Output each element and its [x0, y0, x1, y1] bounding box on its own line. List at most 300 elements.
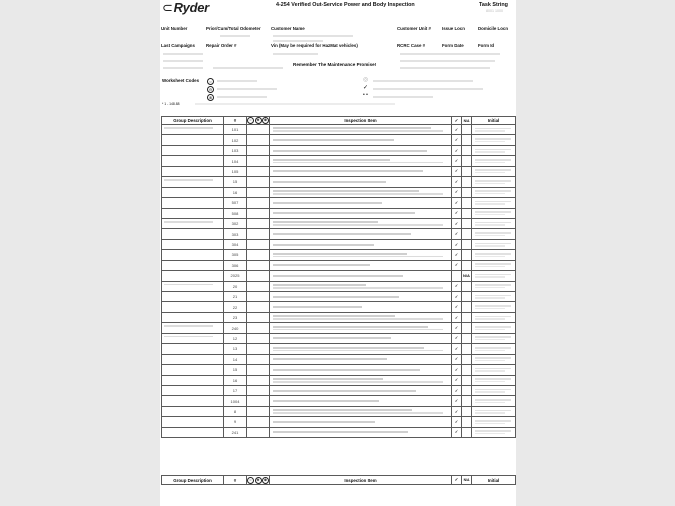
initial-text-line2 [475, 412, 505, 413]
initial-cell[interactable] [472, 323, 516, 333]
na-cell[interactable]: N/A [462, 271, 472, 281]
last-campaigns-label: Last Campaigns [161, 43, 195, 48]
initial-text [475, 399, 511, 401]
initial-cell[interactable] [472, 333, 516, 343]
group-description-text [164, 336, 213, 338]
form-id-value [400, 67, 490, 69]
check-cell[interactable]: ✓ [452, 135, 462, 145]
check-cell[interactable]: ✓ [452, 239, 462, 249]
item-number: 17 [224, 385, 247, 395]
group-cell [162, 312, 224, 322]
initial-cell[interactable] [472, 406, 516, 416]
na-cell[interactable] [462, 302, 472, 312]
table-row [162, 281, 516, 291]
x-circle-icon: ⊗ [263, 118, 267, 122]
inspection-item-text-line2 [273, 318, 443, 320]
group-cell [162, 271, 224, 281]
na-cell[interactable] [462, 333, 472, 343]
initial-text-line2 [475, 381, 505, 382]
initial-cell[interactable] [472, 281, 516, 291]
group-cell [162, 281, 224, 291]
initial-text-line2 [475, 224, 505, 225]
customer-name-value [273, 35, 353, 37]
inspection-item-text-line2 [273, 256, 443, 258]
na-cell[interactable] [462, 354, 472, 364]
inspection-item [270, 417, 452, 427]
na-cell[interactable] [462, 344, 472, 354]
group-cell [162, 177, 224, 187]
codes-cell [247, 177, 270, 187]
initial-text [475, 326, 511, 328]
initial-cell[interactable] [472, 344, 516, 354]
group-cell [162, 187, 224, 197]
initial-text [475, 305, 511, 307]
group-cell [162, 302, 224, 312]
check-cell[interactable]: ✓ [452, 406, 462, 416]
table-row [162, 385, 516, 395]
issue-locn-label: Issue Locn [442, 26, 465, 31]
group-cell [162, 385, 224, 395]
initial-cell[interactable] [472, 312, 516, 322]
table-row [162, 292, 516, 302]
na-cell[interactable] [462, 156, 472, 166]
mark-dots-icon: • • [363, 92, 368, 98]
minus-circle-code-icon: ⊖ [208, 87, 213, 92]
inspection-item-text [273, 221, 378, 223]
table-row [162, 344, 516, 354]
check-cell[interactable]: ✓ [452, 385, 462, 395]
vin-value [273, 53, 318, 55]
inspection-item-text-line2 [273, 193, 443, 195]
codes-cell [247, 375, 270, 385]
group-cell [162, 323, 224, 333]
codes-cell [247, 312, 270, 322]
codes-cell [247, 271, 270, 281]
group-cell [162, 125, 224, 135]
initial-cell[interactable] [472, 145, 516, 155]
initial-text-line2 [475, 203, 505, 204]
customer-name-value-line2 [273, 40, 323, 42]
check-cell[interactable]: ✓ [452, 156, 462, 166]
group-cell [162, 365, 224, 375]
initial-cell[interactable] [472, 166, 516, 176]
check-cell[interactable]: ✓ [452, 417, 462, 427]
footer-group-header: Group Description [162, 476, 224, 485]
na-cell[interactable] [462, 312, 472, 322]
initial-text [475, 347, 511, 349]
na-cell[interactable] [462, 260, 472, 270]
na-cell[interactable] [462, 218, 472, 228]
inspection-item-text-line2 [273, 224, 443, 226]
table-row [162, 135, 516, 145]
initial-cell[interactable] [472, 271, 516, 281]
mark-desc-1 [373, 80, 473, 82]
inspection-item [270, 271, 452, 281]
na-cell[interactable] [462, 177, 472, 187]
group-cell [162, 239, 224, 249]
na-cell[interactable] [462, 427, 472, 437]
item-number: 102 [224, 135, 247, 145]
initial-cell[interactable] [472, 354, 516, 364]
codes-cell [247, 239, 270, 249]
initial-cell[interactable] [472, 417, 516, 427]
footer-item-header: Inspection Item [270, 476, 452, 485]
customer-unit-label: Customer Unit # [397, 26, 431, 31]
inspection-item [270, 396, 452, 406]
check-cell[interactable]: ✓ [452, 312, 462, 322]
table-row [162, 208, 516, 218]
check-cell[interactable]: ✓ [452, 302, 462, 312]
na-header: N/A [462, 117, 472, 125]
initial-text [475, 128, 511, 130]
check-cell[interactable] [452, 271, 462, 281]
item-number: 15 [224, 365, 247, 375]
inspection-item [270, 187, 452, 197]
table-row [162, 427, 516, 437]
check-cell[interactable]: ✓ [452, 260, 462, 270]
form-note: * 1 - 148.88 [162, 102, 180, 106]
codes-header [247, 117, 270, 125]
inspection-item-text [273, 326, 428, 328]
group-cell [162, 145, 224, 155]
inspection-item-text [273, 378, 383, 380]
mark-desc-3 [373, 96, 433, 98]
initial-cell[interactable] [472, 365, 516, 375]
note-line [195, 103, 395, 105]
inspection-item-text [273, 170, 423, 172]
na-cell[interactable] [462, 417, 472, 427]
group-description-header: Group Description [162, 117, 224, 125]
group-cell [162, 198, 224, 208]
table-row [162, 250, 516, 260]
rcrc-value [400, 53, 500, 55]
footer-na-header: N/A [462, 476, 472, 485]
initial-text [475, 284, 511, 286]
footer-codes-header [247, 476, 270, 485]
mark-circle-icon: ◎ [363, 77, 369, 83]
item-number: 103 [224, 145, 247, 155]
initial-text [475, 295, 511, 297]
na-cell[interactable] [462, 385, 472, 395]
inspection-item-text [273, 296, 399, 298]
initial-text-line2 [475, 350, 505, 351]
inspection-item [270, 344, 452, 354]
na-cell[interactable] [462, 406, 472, 416]
inspection-item [270, 323, 452, 333]
inspection-item [270, 302, 452, 312]
rcrc-case-label: RCRC Case # [397, 43, 426, 48]
initial-text-line2 [475, 287, 505, 288]
initial-text [475, 389, 511, 391]
initial-cell[interactable] [472, 218, 516, 228]
check-cell[interactable]: ✓ [452, 125, 462, 135]
codes-cell [247, 365, 270, 375]
item-number: 2025 [224, 271, 247, 281]
na-cell[interactable] [462, 365, 472, 375]
item-number: 21 [224, 292, 247, 302]
initial-text-line2 [475, 318, 505, 319]
na-cell[interactable] [462, 135, 472, 145]
na-cell[interactable] [462, 125, 472, 135]
initial-cell[interactable] [472, 125, 516, 135]
unit-number-label: Unit Number [161, 26, 188, 31]
footer-check-header: ✓ [452, 476, 462, 485]
check-cell[interactable]: ✓ [452, 145, 462, 155]
check-cell[interactable]: ✓ [452, 281, 462, 291]
check-cell[interactable]: ✓ [452, 365, 462, 375]
inspection-table [161, 116, 516, 438]
na-cell[interactable] [462, 323, 472, 333]
initial-cell[interactable] [472, 385, 516, 395]
item-number: 1004 [224, 396, 247, 406]
inspection-item-text [273, 264, 370, 266]
initial-text [475, 430, 511, 432]
group-cell [162, 427, 224, 437]
item-number: 241 [224, 427, 247, 437]
minus-circle-icon: ⊖ [256, 477, 260, 482]
table-row [162, 417, 516, 427]
inspection-item-text [273, 181, 386, 183]
inspection-item-text-line2 [273, 130, 443, 132]
table-row [162, 198, 516, 208]
table-row [162, 333, 516, 343]
check-cell[interactable]: ✓ [452, 333, 462, 343]
number-header: # [224, 117, 247, 125]
inspection-item [270, 375, 452, 385]
item-number: 104 [224, 156, 247, 166]
circle-icon: ○ [247, 477, 254, 484]
form-date-label: Form Date [442, 43, 464, 48]
initial-cell[interactable] [472, 177, 516, 187]
inspection-item-text [273, 369, 420, 371]
initial-text-line2 [475, 308, 505, 309]
odometer-value [220, 35, 250, 37]
check-cell[interactable]: ✓ [452, 218, 462, 228]
initial-text [475, 274, 511, 276]
inspection-item [270, 365, 452, 375]
initial-text [475, 232, 511, 234]
initial-text [475, 138, 511, 140]
group-cell [162, 208, 224, 218]
group-cell [162, 417, 224, 427]
initial-text-line2 [475, 172, 505, 173]
inspection-item-text [273, 400, 379, 402]
item-number: 303 [224, 229, 247, 239]
table-row [162, 312, 516, 322]
circle-code-icon: ○ [207, 78, 214, 85]
item-number: 20 [224, 281, 247, 291]
initial-text-line2 [475, 245, 505, 246]
na-cell[interactable] [462, 281, 472, 291]
inspection-item-text [273, 233, 411, 235]
group-description-text [164, 325, 213, 327]
item-number: 13 [224, 344, 247, 354]
initial-text-line2 [475, 162, 505, 163]
group-cell [162, 135, 224, 145]
initial-text-line2 [475, 276, 505, 277]
codes-cell [247, 385, 270, 395]
form-id-label: Form Id [478, 43, 495, 48]
codes-cell [247, 229, 270, 239]
na-cell[interactable] [462, 198, 472, 208]
inspection-item [270, 354, 452, 364]
codes-cell [247, 354, 270, 364]
initial-text-line2 [475, 151, 505, 152]
initial-cell[interactable] [472, 187, 516, 197]
initial-cell[interactable] [472, 135, 516, 145]
circle-icon: ○ [247, 117, 254, 124]
na-cell[interactable] [462, 208, 472, 218]
inspection-item-text [273, 347, 424, 349]
group-cell [162, 156, 224, 166]
codes-cell [247, 208, 270, 218]
item-number: 105 [224, 166, 247, 176]
item-number: 302 [224, 218, 247, 228]
check-cell[interactable]: ✓ [452, 166, 462, 176]
na-cell[interactable] [462, 239, 472, 249]
na-cell[interactable] [462, 145, 472, 155]
initial-text-line2 [475, 370, 505, 371]
inspection-item-text [273, 150, 427, 152]
inspection-item-text [273, 244, 374, 246]
initial-cell[interactable] [472, 375, 516, 385]
initial-cell[interactable] [472, 260, 516, 270]
inspection-item [270, 166, 452, 176]
mark-desc-2 [373, 88, 483, 90]
table-row [162, 177, 516, 187]
inspection-item [270, 292, 452, 302]
check-cell[interactable]: ✓ [452, 208, 462, 218]
group-cell [162, 375, 224, 385]
codes-cell [247, 145, 270, 155]
worksheet-codes-title: Worksheet Codes [162, 78, 200, 83]
inspection-item-text [273, 409, 412, 411]
item-number: 16 [224, 375, 247, 385]
inspection-item-text-line2 [273, 350, 443, 352]
initial-text-line2 [475, 423, 505, 424]
inspection-item-text [273, 212, 415, 214]
inspection-item [270, 156, 452, 166]
form-date-value [400, 60, 495, 62]
item-number: 9 [224, 417, 247, 427]
codes-cell [247, 406, 270, 416]
initial-text [475, 263, 511, 265]
codes-cell [247, 218, 270, 228]
initial-text [475, 222, 511, 224]
minus-circle-icon: ⊖ [256, 118, 260, 122]
footer-header-table [161, 475, 516, 485]
inspection-item [270, 385, 452, 395]
na-cell[interactable] [462, 375, 472, 385]
initial-text-line2 [475, 130, 505, 131]
code-desc-1 [217, 80, 257, 82]
group-description-text [164, 284, 213, 286]
initial-text [475, 253, 511, 255]
check-cell[interactable]: ✓ [452, 229, 462, 239]
check-cell[interactable]: ✓ [452, 250, 462, 260]
na-cell[interactable] [462, 166, 472, 176]
x-circle-icon: ⊗ [263, 477, 267, 482]
check-cell[interactable]: ✓ [452, 396, 462, 406]
item-number: 304 [224, 239, 247, 249]
x-circle-code-icon: ⊗ [208, 95, 213, 100]
initial-cell[interactable] [472, 396, 516, 406]
initial-text [475, 357, 511, 359]
check-cell[interactable]: ✓ [452, 292, 462, 302]
group-cell [162, 229, 224, 239]
na-cell[interactable] [462, 292, 472, 302]
check-cell[interactable]: ✓ [452, 375, 462, 385]
inspection-item-text [273, 275, 403, 277]
initial-cell[interactable] [472, 250, 516, 260]
check-cell[interactable]: ✓ [452, 427, 462, 437]
initial-cell[interactable] [472, 229, 516, 239]
inspection-item [270, 145, 452, 155]
codes-cell [247, 333, 270, 343]
initial-cell[interactable] [472, 302, 516, 312]
inspection-item [270, 250, 452, 260]
codes-cell [247, 344, 270, 354]
table-row [162, 239, 516, 249]
group-cell [162, 333, 224, 343]
initial-cell[interactable] [472, 208, 516, 218]
initial-text [475, 180, 511, 182]
codes-cell [247, 156, 270, 166]
group-cell [162, 354, 224, 364]
inspection-item-text [273, 159, 390, 161]
check-cell[interactable]: ✓ [452, 344, 462, 354]
inspection-item [270, 177, 452, 187]
table-row [162, 365, 516, 375]
item-number: 306 [224, 260, 247, 270]
group-description-text [164, 221, 213, 223]
check-cell[interactable]: ✓ [452, 354, 462, 364]
initial-cell[interactable] [472, 198, 516, 208]
na-cell[interactable] [462, 229, 472, 239]
task-string-value: 8001 1000 [486, 9, 503, 13]
customer-name-label: Customer Name [271, 26, 305, 31]
table-row [162, 166, 516, 176]
check-cell[interactable]: ✓ [452, 177, 462, 187]
na-cell[interactable] [462, 396, 472, 406]
code-desc-2 [217, 88, 277, 90]
inspection-item [270, 333, 452, 343]
inspection-item [270, 427, 452, 437]
item-number: 508 [224, 208, 247, 218]
initial-cell[interactable] [472, 156, 516, 166]
codes-cell [247, 198, 270, 208]
na-cell[interactable] [462, 250, 472, 260]
initial-text-line2 [475, 329, 505, 330]
na-cell[interactable] [462, 187, 472, 197]
initial-text [475, 368, 511, 370]
group-cell [162, 260, 224, 270]
check-cell[interactable]: ✓ [452, 198, 462, 208]
initial-cell[interactable] [472, 427, 516, 437]
domicile-locn-label: Domicile Locn [478, 26, 509, 31]
check-cell[interactable]: ✓ [452, 187, 462, 197]
initial-cell[interactable] [472, 239, 516, 249]
item-number: 12 [224, 333, 247, 343]
group-cell [162, 250, 224, 260]
initial-text-line2 [475, 141, 505, 142]
codes-cell [247, 396, 270, 406]
check-cell[interactable]: ✓ [452, 323, 462, 333]
initial-cell[interactable] [472, 292, 516, 302]
table-row [162, 302, 516, 312]
inspection-item [270, 260, 452, 270]
campaigns-value-line3 [163, 67, 203, 69]
